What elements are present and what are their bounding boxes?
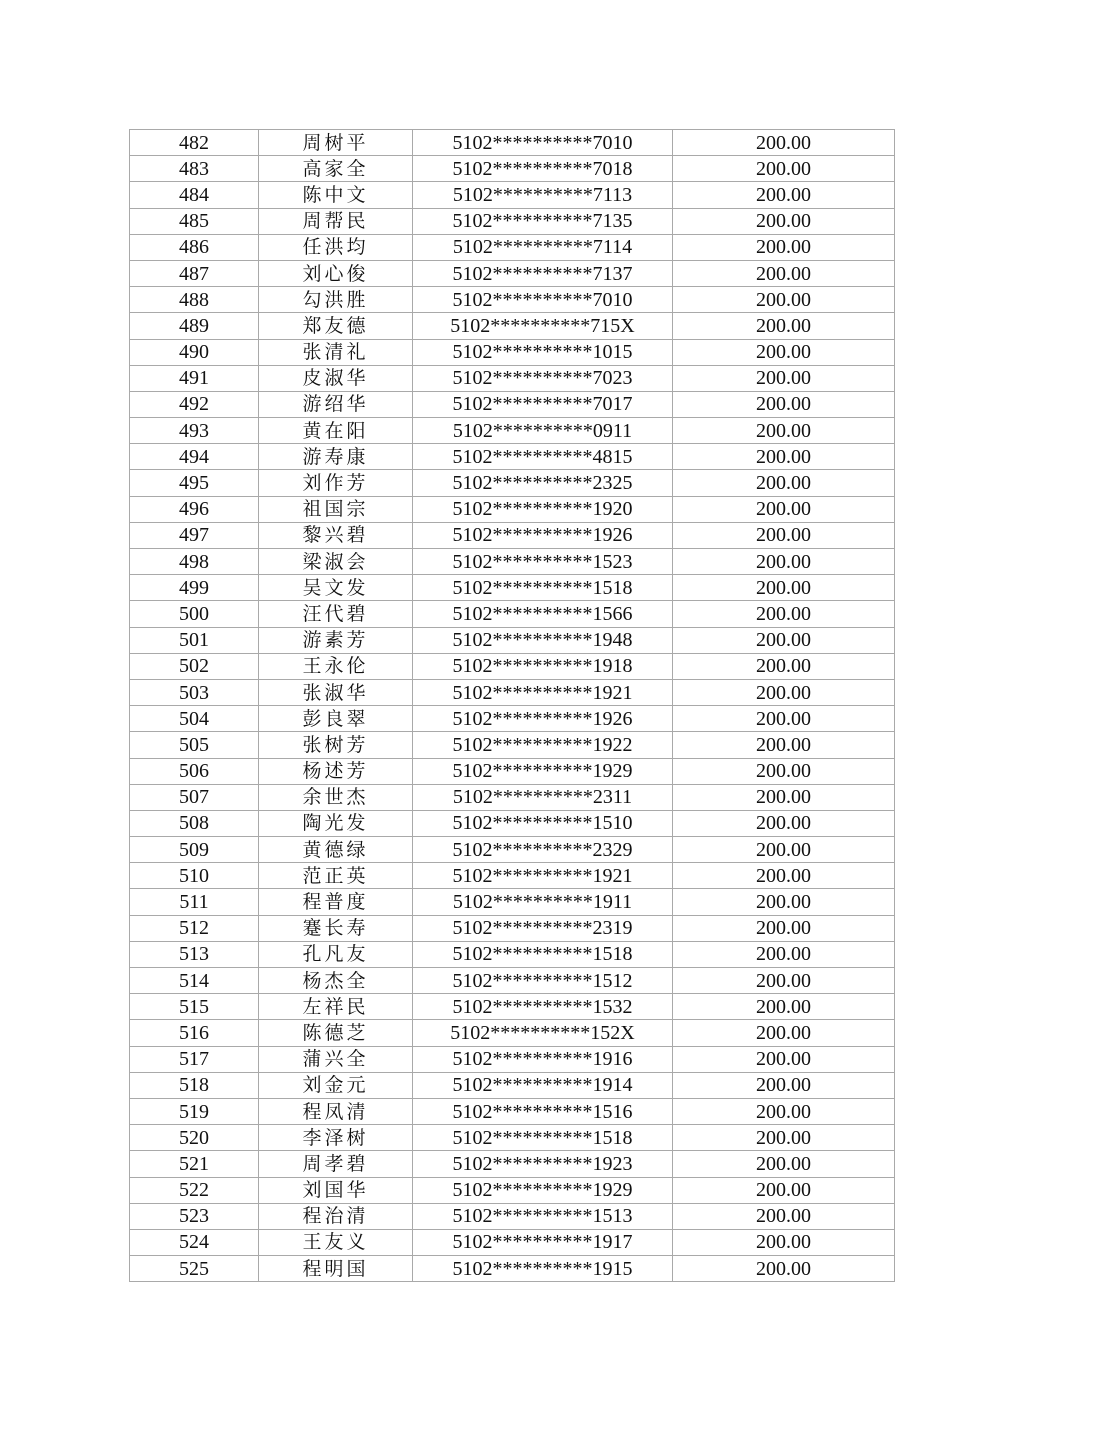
amount-cell: 200.00 (673, 627, 895, 653)
row-number-cell: 491 (130, 365, 259, 391)
name-cell: 程治清 (259, 1203, 413, 1229)
id-number-cell: 5102**********1917 (413, 1229, 673, 1255)
id-number-cell: 5102**********7023 (413, 365, 673, 391)
amount-cell: 200.00 (673, 863, 895, 889)
row-number-cell: 524 (130, 1229, 259, 1255)
table-row (130, 496, 895, 522)
amount-cell: 200.00 (673, 994, 895, 1020)
name-cell: 彭良翠 (259, 706, 413, 732)
row-number-cell: 520 (130, 1125, 259, 1151)
row-number-cell: 511 (130, 889, 259, 915)
name-cell: 张清礼 (259, 339, 413, 365)
table-row (130, 1098, 895, 1124)
id-number-cell: 5102**********4815 (413, 444, 673, 470)
id-number-cell: 5102**********2329 (413, 837, 673, 863)
table-row (130, 156, 895, 182)
row-number-cell: 512 (130, 915, 259, 941)
row-number-cell: 523 (130, 1203, 259, 1229)
amount-cell: 200.00 (673, 496, 895, 522)
table-row (130, 313, 895, 339)
table-row (130, 1203, 895, 1229)
table-row (130, 444, 895, 470)
id-number-cell: 5102**********1518 (413, 941, 673, 967)
name-cell: 杨杰全 (259, 968, 413, 994)
id-number-cell: 5102**********1015 (413, 339, 673, 365)
amount-cell: 200.00 (673, 522, 895, 548)
id-number-cell: 5102**********152X (413, 1020, 673, 1046)
table-row (130, 889, 895, 915)
row-number-cell: 504 (130, 706, 259, 732)
id-number-cell: 5102**********7010 (413, 287, 673, 313)
id-number-cell: 5102**********2311 (413, 784, 673, 810)
name-cell: 刘作芳 (259, 470, 413, 496)
name-cell: 范正英 (259, 863, 413, 889)
name-cell: 祖国宗 (259, 496, 413, 522)
table-row (130, 784, 895, 810)
row-number-cell: 498 (130, 549, 259, 575)
id-number-cell: 5102**********1513 (413, 1203, 673, 1229)
name-cell: 程普度 (259, 889, 413, 915)
id-number-cell: 5102**********1929 (413, 758, 673, 784)
id-number-cell: 5102**********7113 (413, 182, 673, 208)
amount-cell: 200.00 (673, 889, 895, 915)
amount-cell: 200.00 (673, 837, 895, 863)
id-number-cell: 5102**********2325 (413, 470, 673, 496)
amount-cell: 200.00 (673, 1072, 895, 1098)
roster-table (129, 129, 895, 1282)
table-row (130, 915, 895, 941)
name-cell: 陶光发 (259, 810, 413, 836)
row-number-cell: 494 (130, 444, 259, 470)
table-row (130, 234, 895, 260)
amount-cell: 200.00 (673, 130, 895, 156)
amount-cell: 200.00 (673, 653, 895, 679)
id-number-cell: 5102**********0911 (413, 418, 673, 444)
row-number-cell: 484 (130, 182, 259, 208)
table-row (130, 1151, 895, 1177)
row-number-cell: 510 (130, 863, 259, 889)
amount-cell: 200.00 (673, 339, 895, 365)
row-number-cell: 499 (130, 575, 259, 601)
table-row (130, 837, 895, 863)
name-cell: 蹇长寿 (259, 915, 413, 941)
row-number-cell: 507 (130, 784, 259, 810)
id-number-cell: 5102**********1923 (413, 1151, 673, 1177)
amount-cell: 200.00 (673, 156, 895, 182)
table-row (130, 653, 895, 679)
row-number-cell: 482 (130, 130, 259, 156)
amount-cell: 200.00 (673, 1098, 895, 1124)
amount-cell: 200.00 (673, 941, 895, 967)
id-number-cell: 5102**********7018 (413, 156, 673, 182)
name-cell: 杨述芳 (259, 758, 413, 784)
table-row (130, 706, 895, 732)
name-cell: 游绍华 (259, 391, 413, 417)
amount-cell: 200.00 (673, 365, 895, 391)
id-number-cell: 5102**********1512 (413, 968, 673, 994)
id-number-cell: 5102**********1518 (413, 1125, 673, 1151)
table-row (130, 549, 895, 575)
table-row (130, 810, 895, 836)
table-row (130, 470, 895, 496)
table-row (130, 627, 895, 653)
table-row (130, 287, 895, 313)
name-cell: 余世杰 (259, 784, 413, 810)
id-number-cell: 5102**********1948 (413, 627, 673, 653)
table-row (130, 522, 895, 548)
id-number-cell: 5102**********2319 (413, 915, 673, 941)
name-cell: 刘心俊 (259, 260, 413, 286)
id-number-cell: 5102**********7114 (413, 234, 673, 260)
row-number-cell: 519 (130, 1098, 259, 1124)
table-row (130, 575, 895, 601)
amount-cell: 200.00 (673, 1203, 895, 1229)
row-number-cell: 522 (130, 1177, 259, 1203)
id-number-cell: 5102**********1532 (413, 994, 673, 1020)
amount-cell: 200.00 (673, 784, 895, 810)
name-cell: 黄在阳 (259, 418, 413, 444)
table-row (130, 1256, 895, 1282)
table-row (130, 182, 895, 208)
row-number-cell: 518 (130, 1072, 259, 1098)
amount-cell: 200.00 (673, 391, 895, 417)
row-number-cell: 503 (130, 679, 259, 705)
amount-cell: 200.00 (673, 758, 895, 784)
name-cell: 王友义 (259, 1229, 413, 1255)
amount-cell: 200.00 (673, 679, 895, 705)
row-number-cell: 513 (130, 941, 259, 967)
amount-cell: 200.00 (673, 968, 895, 994)
id-number-cell: 5102**********1920 (413, 496, 673, 522)
table-row (130, 130, 895, 156)
name-cell: 任洪均 (259, 234, 413, 260)
amount-cell: 200.00 (673, 732, 895, 758)
id-number-cell: 5102**********1914 (413, 1072, 673, 1098)
id-number-cell: 5102**********1918 (413, 653, 673, 679)
table-row (130, 1229, 895, 1255)
amount-cell: 200.00 (673, 444, 895, 470)
name-cell: 王永伦 (259, 653, 413, 679)
id-number-cell: 5102**********1921 (413, 863, 673, 889)
id-number-cell: 5102**********1911 (413, 889, 673, 915)
name-cell: 刘国华 (259, 1177, 413, 1203)
id-number-cell: 5102**********1921 (413, 679, 673, 705)
row-number-cell: 505 (130, 732, 259, 758)
name-cell: 陈中文 (259, 182, 413, 208)
amount-cell: 200.00 (673, 1046, 895, 1072)
amount-cell: 200.00 (673, 575, 895, 601)
id-number-cell: 5102**********1926 (413, 522, 673, 548)
amount-cell: 200.00 (673, 418, 895, 444)
row-number-cell: 500 (130, 601, 259, 627)
id-number-cell: 5102**********1516 (413, 1098, 673, 1124)
row-number-cell: 525 (130, 1256, 259, 1282)
id-number-cell: 5102**********7017 (413, 391, 673, 417)
amount-cell: 200.00 (673, 915, 895, 941)
row-number-cell: 497 (130, 522, 259, 548)
table-row (130, 601, 895, 627)
row-number-cell: 521 (130, 1151, 259, 1177)
row-number-cell: 501 (130, 627, 259, 653)
name-cell: 周树平 (259, 130, 413, 156)
name-cell: 周帮民 (259, 208, 413, 234)
amount-cell: 200.00 (673, 260, 895, 286)
row-number-cell: 515 (130, 994, 259, 1020)
name-cell: 黄德绿 (259, 837, 413, 863)
amount-cell: 200.00 (673, 313, 895, 339)
name-cell: 程凤清 (259, 1098, 413, 1124)
amount-cell: 200.00 (673, 706, 895, 732)
id-number-cell: 5102**********7135 (413, 208, 673, 234)
row-number-cell: 485 (130, 208, 259, 234)
row-number-cell: 502 (130, 653, 259, 679)
name-cell: 郑友德 (259, 313, 413, 339)
amount-cell: 200.00 (673, 1177, 895, 1203)
table-row (130, 1046, 895, 1072)
name-cell: 蒲兴全 (259, 1046, 413, 1072)
name-cell: 高家全 (259, 156, 413, 182)
row-number-cell: 496 (130, 496, 259, 522)
id-number-cell: 5102**********1566 (413, 601, 673, 627)
amount-cell: 200.00 (673, 208, 895, 234)
row-number-cell: 490 (130, 339, 259, 365)
amount-cell: 200.00 (673, 1229, 895, 1255)
table-row (130, 391, 895, 417)
id-number-cell: 5102**********1926 (413, 706, 673, 732)
row-number-cell: 495 (130, 470, 259, 496)
row-number-cell: 493 (130, 418, 259, 444)
name-cell: 张树芳 (259, 732, 413, 758)
table-row (130, 994, 895, 1020)
name-cell: 陈德芝 (259, 1020, 413, 1046)
row-number-cell: 489 (130, 313, 259, 339)
table-row (130, 339, 895, 365)
name-cell: 张淑华 (259, 679, 413, 705)
row-number-cell: 488 (130, 287, 259, 313)
name-cell: 勾洪胜 (259, 287, 413, 313)
roster-table-body (130, 130, 895, 1282)
row-number-cell: 492 (130, 391, 259, 417)
id-number-cell: 5102**********1915 (413, 1256, 673, 1282)
row-number-cell: 517 (130, 1046, 259, 1072)
name-cell: 孔凡友 (259, 941, 413, 967)
row-number-cell: 516 (130, 1020, 259, 1046)
id-number-cell: 5102**********1929 (413, 1177, 673, 1203)
id-number-cell: 5102**********1510 (413, 810, 673, 836)
amount-cell: 200.00 (673, 234, 895, 260)
amount-cell: 200.00 (673, 549, 895, 575)
name-cell: 黎兴碧 (259, 522, 413, 548)
amount-cell: 200.00 (673, 1125, 895, 1151)
table-row (130, 941, 895, 967)
name-cell: 皮淑华 (259, 365, 413, 391)
table-row (130, 732, 895, 758)
amount-cell: 200.00 (673, 182, 895, 208)
row-number-cell: 506 (130, 758, 259, 784)
table-row (130, 365, 895, 391)
name-cell: 游素芳 (259, 627, 413, 653)
amount-cell: 200.00 (673, 1151, 895, 1177)
name-cell: 梁淑会 (259, 549, 413, 575)
id-number-cell: 5102**********1523 (413, 549, 673, 575)
row-number-cell: 508 (130, 810, 259, 836)
row-number-cell: 514 (130, 968, 259, 994)
table-row (130, 1177, 895, 1203)
table-row (130, 758, 895, 784)
table-row (130, 968, 895, 994)
amount-cell: 200.00 (673, 287, 895, 313)
id-number-cell: 5102**********1916 (413, 1046, 673, 1072)
amount-cell: 200.00 (673, 470, 895, 496)
table-row (130, 1125, 895, 1151)
amount-cell: 200.00 (673, 810, 895, 836)
id-number-cell: 5102**********1518 (413, 575, 673, 601)
table-row (130, 1072, 895, 1098)
id-number-cell: 5102**********715X (413, 313, 673, 339)
amount-cell: 200.00 (673, 1256, 895, 1282)
table-row (130, 260, 895, 286)
id-number-cell: 5102**********7010 (413, 130, 673, 156)
id-number-cell: 5102**********1922 (413, 732, 673, 758)
name-cell: 汪代碧 (259, 601, 413, 627)
table-row (130, 1020, 895, 1046)
name-cell: 游寿康 (259, 444, 413, 470)
row-number-cell: 487 (130, 260, 259, 286)
name-cell: 周孝碧 (259, 1151, 413, 1177)
row-number-cell: 509 (130, 837, 259, 863)
row-number-cell: 486 (130, 234, 259, 260)
name-cell: 刘金元 (259, 1072, 413, 1098)
table-row (130, 208, 895, 234)
amount-cell: 200.00 (673, 1020, 895, 1046)
amount-cell: 200.00 (673, 601, 895, 627)
table-row (130, 863, 895, 889)
name-cell: 吴文发 (259, 575, 413, 601)
row-number-cell: 483 (130, 156, 259, 182)
name-cell: 李泽树 (259, 1125, 413, 1151)
table-row (130, 679, 895, 705)
name-cell: 程明国 (259, 1256, 413, 1282)
name-cell: 左祥民 (259, 994, 413, 1020)
id-number-cell: 5102**********7137 (413, 260, 673, 286)
table-row (130, 418, 895, 444)
